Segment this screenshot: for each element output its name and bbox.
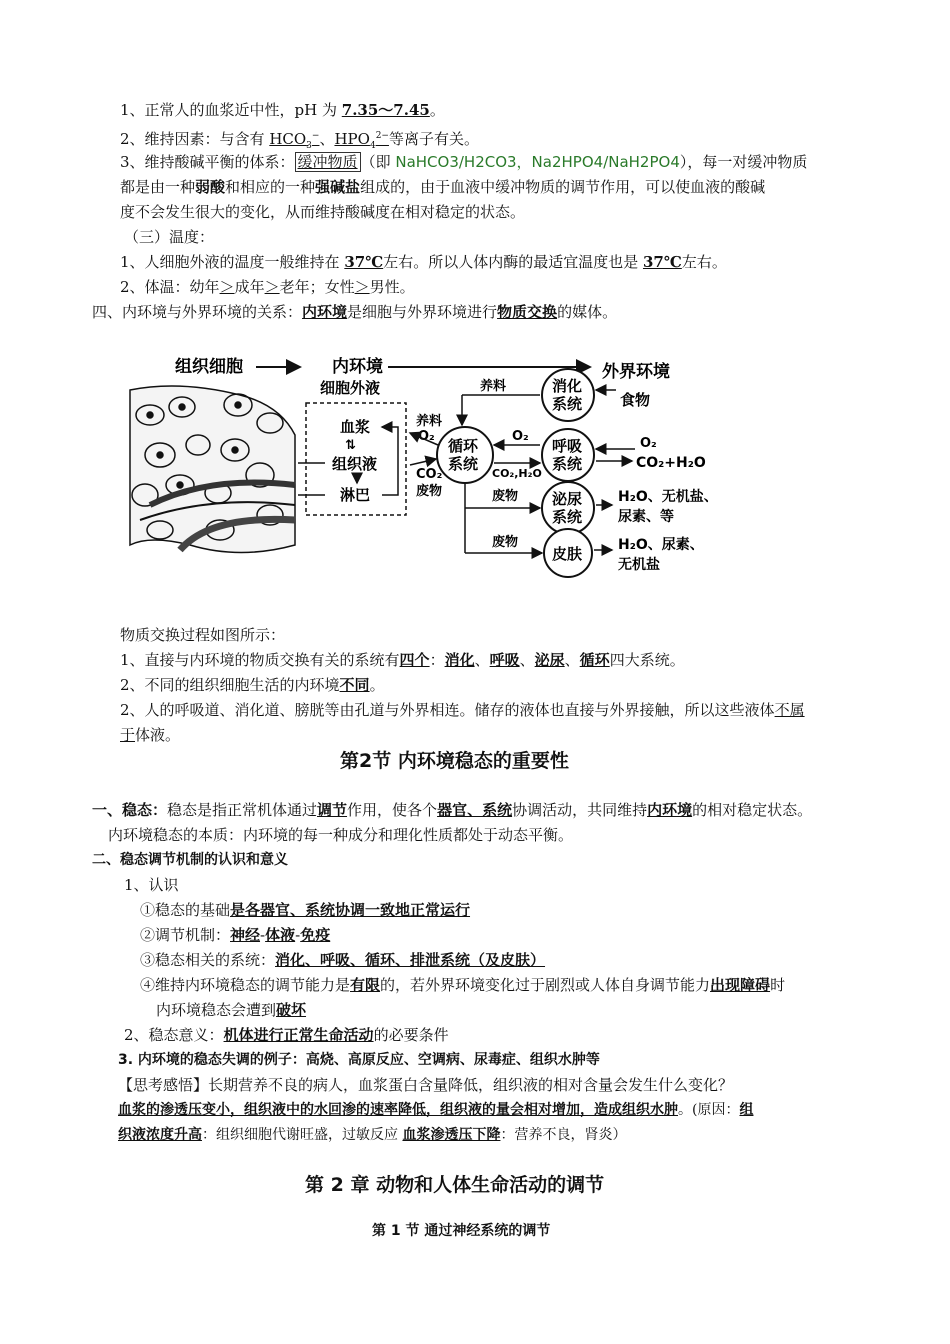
text: ②调节机制： bbox=[140, 926, 231, 944]
text: 、 bbox=[564, 651, 580, 669]
text: 、 bbox=[474, 651, 490, 669]
label-food: 食物 bbox=[620, 391, 651, 409]
text: HPO bbox=[334, 130, 370, 148]
text: 2、维持因素：与含有 bbox=[120, 130, 270, 148]
text: 2、人的呼吸道、消化道、膀胱等由孔道与外界相连。储存的液体也直接与外界接触，所以这些液体 bbox=[120, 701, 775, 719]
text: 稳态是指正常机体通过 bbox=[167, 801, 318, 819]
label-urinary-out-1: H₂O、无机盐、 bbox=[618, 489, 718, 505]
exchange-line-3b bbox=[120, 725, 180, 745]
text: HCO bbox=[269, 130, 307, 148]
exchange-intro: 物质交换过程如图所示： bbox=[120, 626, 286, 644]
tissue-sketch bbox=[130, 386, 295, 553]
text: 2、体温：幼年 bbox=[120, 278, 220, 296]
label-waste-urinary: 废物 bbox=[492, 489, 519, 504]
term: 是各器官、系统协调一致地正常运行 bbox=[230, 901, 471, 919]
text: 的相对稳定状态。 bbox=[692, 801, 813, 819]
term: 免疫 bbox=[300, 926, 331, 944]
label-waste-skin: 废物 bbox=[492, 535, 519, 550]
heading: 一、稳态： bbox=[92, 801, 168, 819]
term: 四个 bbox=[399, 651, 430, 669]
text: 、 bbox=[319, 130, 335, 148]
temp-value: 37℃ bbox=[344, 253, 384, 271]
label-co2-left: CO₂ bbox=[416, 467, 443, 482]
text: 。(原因： bbox=[678, 1102, 740, 1118]
ph-line-3a bbox=[120, 152, 807, 172]
label-o2-mid: O₂ bbox=[512, 429, 529, 444]
label-tissue-fluid: 组织液 bbox=[332, 455, 378, 473]
hco3-ion bbox=[269, 130, 320, 151]
term: 血浆的渗透压变小，组织液中的水回渗的速率降低，组织液的量会相对增加，造成组织水肿 bbox=[118, 1102, 678, 1118]
text: 组成的，由于血液中缓冲物质的调节作用，可以使血液的酸碱 bbox=[360, 178, 766, 196]
term: 组 bbox=[739, 1102, 754, 1118]
label-nutrients-top: 养料 bbox=[480, 379, 507, 394]
label-circulatory-1: 循环 bbox=[448, 437, 479, 455]
double-arrow-icon: ⇅ bbox=[345, 438, 356, 453]
buffer-pairs: NaHCO3/H2CO3，Na2HPO4/NaH2PO4 bbox=[395, 153, 680, 171]
term: 内环境 bbox=[647, 801, 693, 819]
label-digestive-2: 系统 bbox=[552, 395, 583, 413]
label-co2h2o-mid: CO₂,H₂O bbox=[492, 467, 542, 480]
text: ： bbox=[429, 651, 445, 669]
label-extracellular-fluid: 细胞外液 bbox=[320, 379, 381, 397]
label-respiratory-1: 呼吸 bbox=[552, 437, 583, 455]
text: 内环境稳态会遭到 bbox=[156, 1001, 277, 1019]
term: 不同 bbox=[339, 676, 370, 694]
label-urinary-1: 泌尿 bbox=[552, 490, 583, 508]
ph-range: 7.35～7.45 bbox=[341, 101, 430, 119]
significance-line bbox=[124, 1025, 449, 1045]
term: 出现障碍 bbox=[710, 976, 771, 994]
term: 内环境 bbox=[302, 303, 348, 321]
answer-line-1 bbox=[118, 1100, 753, 1120]
label-skin: 皮肤 bbox=[552, 545, 583, 563]
text: 等离子有关。 bbox=[388, 130, 479, 148]
text: 1、正常人的血浆近中性，pH 为 bbox=[120, 101, 342, 119]
answer-line-2 bbox=[118, 1125, 626, 1145]
text: ④维持内环境稳态的调节能力是 bbox=[140, 976, 351, 994]
term: 泌尿 bbox=[534, 651, 565, 669]
term: 机体进行正常生命活动 bbox=[223, 1026, 374, 1044]
superscript: − bbox=[311, 131, 320, 141]
term: 有限 bbox=[350, 976, 381, 994]
weak-acid: 弱酸 bbox=[195, 178, 226, 196]
term: 消化、呼吸、循环、排泄系统（及皮肤） bbox=[275, 951, 546, 969]
relation-line bbox=[92, 302, 617, 322]
text: 都是由一种 bbox=[120, 178, 196, 196]
text: 。 bbox=[369, 676, 385, 694]
ph-line-3b bbox=[120, 177, 765, 197]
label-tissue-cells: 组织细胞 bbox=[175, 357, 243, 377]
text: 男性。 bbox=[369, 278, 415, 296]
label-co2h2o-right: CO₂+H₂O bbox=[636, 455, 706, 471]
term: 器官、系统 bbox=[437, 801, 513, 819]
label-internal-env: 内环境 bbox=[332, 357, 383, 377]
term: 物质交换 bbox=[497, 303, 558, 321]
text: 协调活动，共同维持 bbox=[512, 801, 648, 819]
text: 2、稳态意义： bbox=[124, 1026, 224, 1044]
chapter-title: 第 2 章 动物和人体生命活动的调节 bbox=[305, 1174, 605, 1196]
text: （即 bbox=[360, 153, 396, 171]
text: 作用，使各个 bbox=[347, 801, 438, 819]
item-4b bbox=[156, 1000, 306, 1020]
chapter-section-title: 第 1 节 通过神经系统的调节 bbox=[372, 1223, 551, 1239]
text: 左右。 bbox=[681, 253, 727, 271]
text: 时 bbox=[770, 976, 786, 994]
exchange-diagram bbox=[120, 345, 740, 585]
label-plasma: 血浆 bbox=[340, 418, 371, 436]
homeostasis-essence: 内环境稳态的本质：内环境的每一种成分和理化性质都处于动态平衡。 bbox=[108, 826, 574, 844]
text: 的必要条件 bbox=[373, 1026, 449, 1044]
text: 和相应的一种 bbox=[225, 178, 316, 196]
understanding-heading: 1、认识 bbox=[124, 876, 179, 894]
strong-base-salt: 强碱盐 bbox=[315, 178, 361, 196]
label-waste-left: 废物 bbox=[416, 484, 443, 499]
term: 调节 bbox=[317, 801, 348, 819]
term: 神经 bbox=[230, 926, 261, 944]
think-question: 【思考感悟】长期营养不良的病人，血浆蛋白含量降低，组织液的相对含量会发生什么变化？ bbox=[118, 1076, 734, 1094]
text: 1、人细胞外液的温度一般维持在 bbox=[120, 253, 345, 271]
text: 1、直接与内环境的物质交换有关的系统有 bbox=[120, 651, 400, 669]
buffer-term: 缓冲物质 bbox=[295, 152, 361, 172]
label-external-env: 外界环境 bbox=[602, 362, 670, 382]
text: 的，若外界环境变化过于剧烈或人体自身调节能力 bbox=[380, 976, 711, 994]
text: - bbox=[260, 926, 266, 944]
temp-heading: （三）温度： bbox=[124, 228, 215, 246]
imbalance-examples: 3. 内环境的稳态失调的例子：高烧、高原反应、空调病、尿毒症、组织水肿等 bbox=[118, 1052, 600, 1068]
text: - bbox=[295, 926, 301, 944]
text: 老年；女性 bbox=[279, 278, 355, 296]
text: 的媒体。 bbox=[557, 303, 618, 321]
hpo4-ion bbox=[334, 130, 389, 151]
text: 左右。所以人体内酶的最适宜温度也是 bbox=[383, 253, 643, 271]
ph-line-1 bbox=[120, 100, 445, 120]
item-4a bbox=[140, 975, 785, 995]
text: 体液。 bbox=[135, 726, 181, 744]
term: 体液 bbox=[265, 926, 296, 944]
temp-line-1 bbox=[120, 252, 727, 272]
ph-line-3c: 度不会发生很大的变化，从而维持酸碱度在相对稳定的状态。 bbox=[120, 203, 526, 221]
mechanism-heading: 二、稳态调节机制的认识和意义 bbox=[92, 852, 288, 868]
homeostasis-definition bbox=[92, 800, 812, 820]
gt-sign: ＞ bbox=[219, 278, 235, 296]
gt-sign: ＞ bbox=[354, 278, 370, 296]
label-urinary-2: 系统 bbox=[552, 508, 583, 526]
item-1 bbox=[140, 900, 470, 920]
exchange-line-2 bbox=[120, 675, 385, 695]
item-2 bbox=[140, 925, 330, 945]
text: 是细胞与外界环境进行 bbox=[347, 303, 498, 321]
label-lymph: 淋巴 bbox=[340, 486, 371, 504]
text: 。 bbox=[429, 101, 445, 119]
text: ：营养不良，肾炎） bbox=[500, 1127, 627, 1143]
section-title: 第2节 内环境稳态的重要性 bbox=[340, 750, 569, 772]
term: 血浆渗透压下降 bbox=[402, 1127, 501, 1143]
gt-sign: ＞ bbox=[264, 278, 280, 296]
temp-line-2 bbox=[120, 277, 415, 297]
item-3 bbox=[140, 950, 545, 970]
text: ③稳态相关的系统： bbox=[140, 951, 276, 969]
label-urinary-out-2: 尿素、等 bbox=[618, 509, 674, 525]
text: 四、内环境与外界环境的关系： bbox=[92, 303, 303, 321]
term: 织液浓度升高 bbox=[118, 1127, 202, 1143]
term: 呼吸 bbox=[489, 651, 520, 669]
label-skin-out-1: H₂O、尿素、 bbox=[618, 537, 704, 553]
text: 2、不同的组织细胞生活的内环境 bbox=[120, 676, 340, 694]
term: 于 bbox=[120, 726, 136, 744]
text: 成年 bbox=[234, 278, 265, 296]
text: 3、维持酸碱平衡的体系： bbox=[120, 153, 295, 171]
term: 循环 bbox=[579, 651, 610, 669]
text: 四大系统。 bbox=[609, 651, 685, 669]
superscript: 2− bbox=[375, 131, 389, 141]
exchange-line-1 bbox=[120, 650, 685, 670]
temp-value: 37℃ bbox=[642, 253, 682, 271]
label-circulatory-2: 系统 bbox=[448, 455, 479, 473]
exchange-line-3a bbox=[120, 700, 805, 720]
label-respiratory-2: 系统 bbox=[552, 455, 583, 473]
term: 不属 bbox=[774, 701, 805, 719]
text: ①稳态的基础 bbox=[140, 901, 231, 919]
label-skin-out-2: 无机盐 bbox=[618, 557, 660, 573]
text: 、 bbox=[519, 651, 535, 669]
subscript: 3 bbox=[306, 141, 312, 151]
label-digestive-1: 消化 bbox=[552, 377, 583, 395]
text: ），每一对缓冲物质 bbox=[679, 153, 808, 171]
label-o2-right: O₂ bbox=[640, 436, 657, 451]
label-o2-left: O₂ bbox=[418, 429, 435, 444]
term: 破坏 bbox=[276, 1001, 307, 1019]
text: ：组织细胞代谢旺盛，过敏反应 bbox=[202, 1127, 403, 1143]
label-nutrients-left: 养料 bbox=[416, 414, 443, 429]
subscript: 4 bbox=[369, 141, 376, 151]
term: 消化 bbox=[444, 651, 475, 669]
